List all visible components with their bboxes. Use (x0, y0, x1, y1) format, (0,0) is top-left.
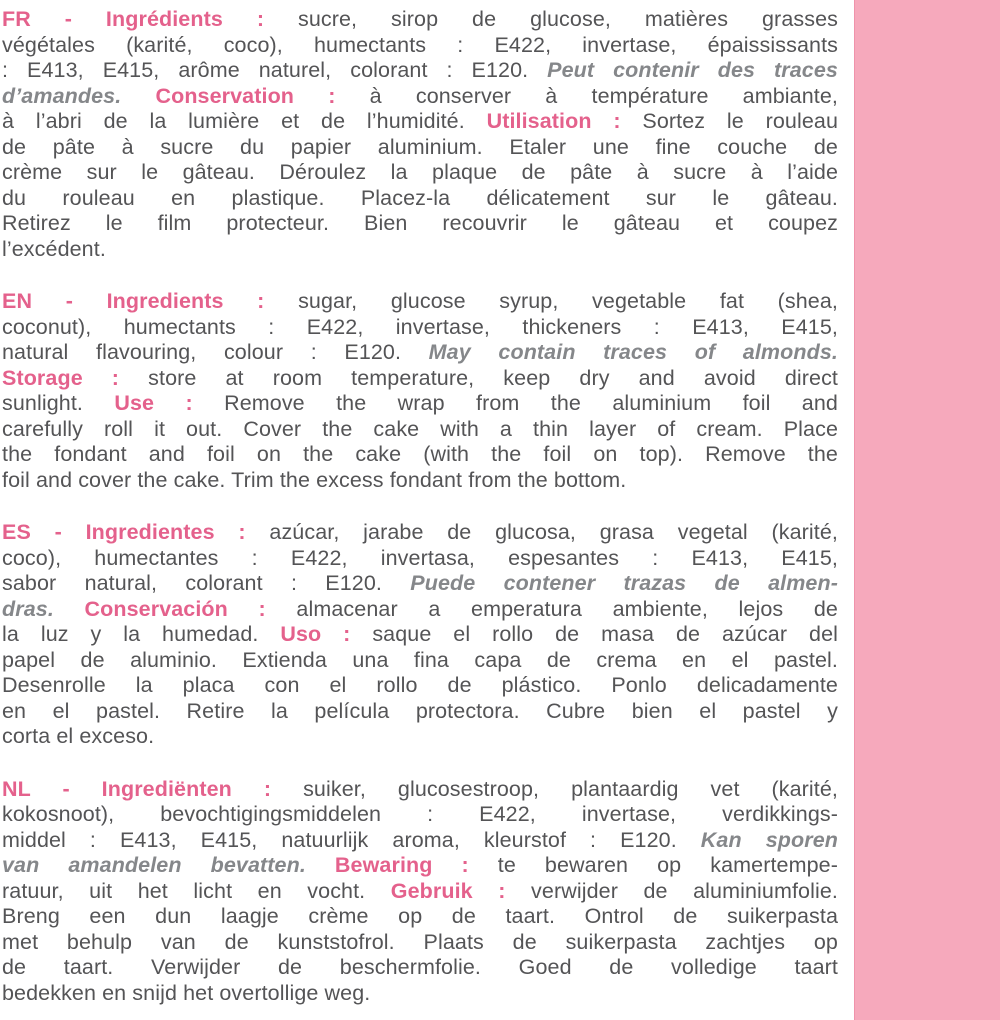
body-text: coconut), humectants : E422, invertase, thickeners : E413, E415, (2, 314, 838, 339)
body-text: natural flavouring, colour : E120. (2, 340, 429, 364)
text-line (2, 211, 838, 237)
body-text: de taart. Verwijder de beschermfolie. Goed de volledige taart (2, 955, 838, 979)
text-line (2, 442, 838, 468)
body-text: Retirez le film protecteur. Bien recouvrir le gâteau et coupez (2, 211, 838, 235)
text-line (2, 520, 838, 546)
section-heading: Utilisation : (486, 109, 643, 133)
text-line (2, 186, 838, 212)
text-line (2, 58, 838, 84)
body-text: la luz y la humedad. (2, 622, 281, 646)
text-line (2, 802, 838, 828)
label-section-en (2, 289, 838, 493)
text-line (2, 468, 838, 494)
text-line (2, 622, 838, 648)
section-heading: Use : (114, 391, 225, 415)
text-line (2, 160, 838, 186)
text-line (2, 109, 838, 135)
body-text: sabor natural, colorant : E120. (2, 571, 411, 595)
body-text: Remove the wrap from the aluminium foil and (224, 391, 838, 415)
text-line (2, 673, 838, 699)
text-line (2, 879, 838, 905)
text-line (2, 315, 838, 341)
label-section-nl (2, 777, 838, 1007)
body-text: middel : E413, E415, natuurlijk aroma, kleurstof : E120. (2, 827, 701, 852)
body-text: suiker, glucosestroop, plantaardig vet (karité, (303, 776, 838, 801)
text-line (2, 930, 838, 956)
text-line (2, 135, 838, 161)
body-text: coco), humectantes : E422, invertasa, espesantes : E413, E415, (2, 545, 838, 570)
text-line (2, 340, 838, 366)
label-text (2, 7, 838, 1006)
body-text: almacenar a emperatura ambiente, lejos de (296, 596, 838, 621)
text-line (2, 237, 838, 263)
body-text: kokosnoot), bevochtigingsmiddelen : E422, invertase, verdikkings- (2, 802, 838, 826)
section-heading: Storage : (2, 365, 149, 390)
section-heading: FR - Ingrédients : (2, 7, 298, 31)
body-text: : E413, E415, arôme naturel, colorant : E120. (2, 58, 548, 82)
body-text: papel de aluminio. Extienda una fina capa de crema en el pastel. (2, 647, 838, 672)
body-text: bedekken en snijd het overtollige weg. (2, 980, 371, 1005)
text-line (2, 366, 838, 392)
body-text: du rouleau en plastique. Placez-la délicatement sur le gâteau. (2, 185, 838, 210)
text-line (2, 981, 838, 1007)
body-text: Desenrolle la placa con el rollo de plástico. Ponlo delicadamente (2, 673, 838, 697)
body-text: végétales (karité, coco), humectants : E422, invertase, épaississants (2, 32, 838, 57)
body-text: Breng een dun laagje crème op de taart. Ontrol de suikerpasta (2, 904, 838, 928)
body-text: foil and cover the cake. Trim the excess fondant from the bottom. (2, 467, 627, 492)
label-sections (2, 7, 838, 1006)
label-section-fr (2, 7, 838, 262)
section-heading: NL - Ingrediënten : (2, 776, 304, 801)
body-text: sugar, glucose syrup, vegetable fat (shea, (298, 289, 838, 313)
section-heading: Bewaring : (334, 853, 498, 877)
body-text: verwijder de aluminiumfolie. (531, 878, 838, 903)
text-line (2, 546, 838, 572)
body-text: Sortez le rouleau (642, 109, 838, 133)
body-text: met behulp van de kunststofrol. Plaats de suikerpasta zachtjes op (2, 929, 838, 954)
body-text: corta el exceso. (2, 724, 155, 748)
text-line (2, 7, 838, 33)
section-heading: Uso : (280, 622, 373, 646)
body-text: en el pastel. Retire la película protectora. Cubre bien el pastel y (2, 698, 838, 723)
body-text: the fondant and foil on the cake (with the foil on top). Remove the (2, 442, 838, 466)
allergen-note: Peut contenir des traces (547, 58, 838, 82)
section-heading: EN - Ingredients : (2, 289, 299, 313)
body-text: saque el rollo de masa de azúcar del (372, 622, 838, 646)
allergen-note: May contain traces of almonds. (428, 340, 838, 364)
body-text: azúcar, jarabe de glucosa, grasa vegetal (karité, (269, 520, 838, 544)
text-line (2, 417, 838, 443)
label-section-es (2, 520, 838, 750)
body-text: crème sur le gâteau. Déroulez la plaque de pâte à sucre à l’aide (2, 160, 838, 184)
text-line (2, 724, 838, 750)
allergen-note: van amandelen bevatten. (2, 853, 335, 877)
text-line (2, 648, 838, 674)
body-text: te bewaren op kamertempe- (497, 853, 838, 877)
section-heading: Gebruik : (390, 878, 532, 903)
allergen-note: dras. (2, 596, 85, 621)
allergen-note: d’amandes. (2, 83, 156, 108)
body-text: sunlight. (2, 391, 115, 415)
body-text: à l’abri de la lumière et de l’humidité. (2, 109, 487, 133)
body-text: de pâte à sucre du papier aluminium. Etaler une fine couche de (2, 134, 838, 159)
text-line (2, 904, 838, 930)
body-text: à conserver à température ambiante, (369, 83, 838, 108)
body-text: sucre, sirop de glucose, matières grasses (297, 7, 838, 31)
text-line (2, 955, 838, 981)
text-line (2, 33, 838, 59)
section-heading: ES - Ingredientes : (2, 520, 270, 544)
body-text: carefully roll it out. Cover the cake with a thin layer of cream. Place (2, 416, 838, 441)
section-heading: Conservación : (84, 596, 297, 621)
text-line (2, 828, 838, 854)
text-line (2, 571, 838, 597)
body-text: ratuur, uit het licht en vocht. (2, 878, 391, 903)
text-line (2, 699, 838, 725)
text-line (2, 289, 838, 315)
pink-side-bar (854, 0, 1000, 1020)
allergen-note: Puede contener trazas de almen- (410, 571, 838, 595)
section-heading: Conservation : (155, 83, 370, 108)
text-line (2, 853, 838, 879)
body-text: store at room temperature, keep dry and avoid direct (148, 365, 838, 390)
body-text: l’excédent. (2, 236, 106, 261)
text-line (2, 84, 838, 110)
text-line (2, 391, 838, 417)
text-line (2, 777, 838, 803)
text-line (2, 597, 838, 623)
allergen-note: Kan sporen (700, 827, 838, 852)
